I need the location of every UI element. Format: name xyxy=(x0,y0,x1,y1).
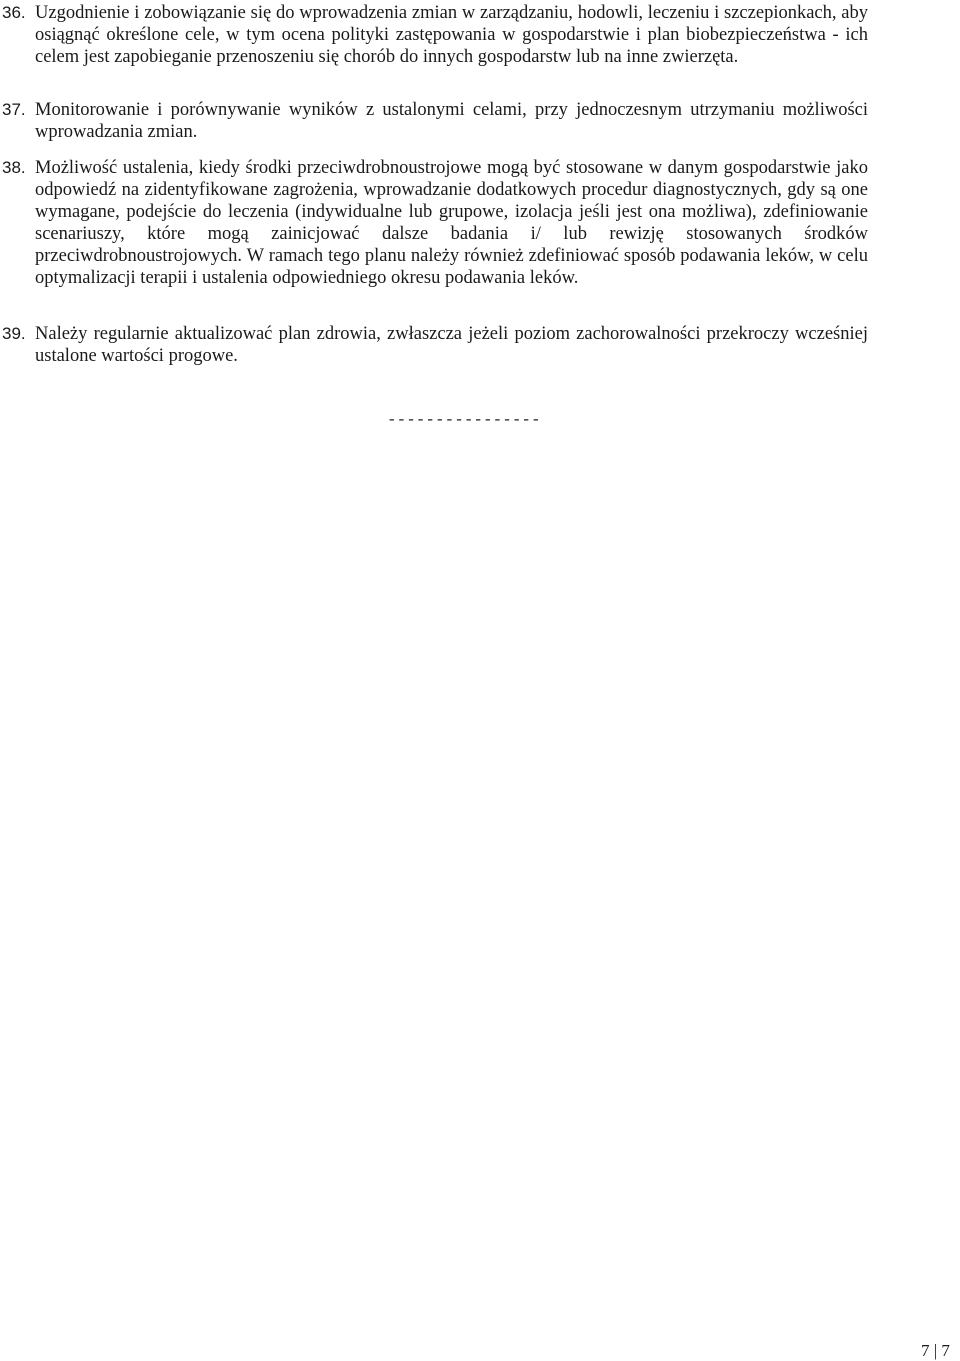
item-number: 38. xyxy=(2,158,26,177)
end-separator: ---------------- xyxy=(387,411,541,429)
item-text: Możliwość ustalenia, kiedy środki przeciwdrobnoustrojowe mogą być stosowane w danym gospodarstwie jako odpowiedź na zidentyfikowane zagrożenia, wprowadzanie dodatkowych procedur diagnostycznych, gdy są one wymagane, podejście do leczenia (indywidualne lub grupowe, izolacja jeśli jest ona możliwa), zdefiniowanie scenariuszy, które mogą zainicjować dalsze badania i/ lub rewizję stosowanych środków przeciwdrobnoustrojowych. W ramach tego planu należy również zdefiniować sposób podawania leków, w celu optymalizacji terapii i ustalenia odpowiedniego okresu podawania leków. xyxy=(35,158,868,288)
list-item-38 xyxy=(0,157,868,313)
list-item-37 xyxy=(0,99,868,145)
list-item-39 xyxy=(0,323,868,369)
item-number: 37. xyxy=(2,100,26,119)
item-number: 36. xyxy=(2,3,26,22)
item-text: Należy regularnie aktualizować plan zdrowia, zwłaszcza jeżeli poziom zachorowalności przekroczy wcześniej ustalone wartości progowe. xyxy=(35,324,868,366)
item-number: 39. xyxy=(2,324,26,343)
item-text: Uzgodnienie i zobowiązanie się do wprowadzenia zmian w zarządzaniu, hodowli, leczeniu i szczepionkach, aby osiągnąć określone cele, w tym ocena polityki zastępowania w gospodarstwie i plan biobezpieczeństwa - ich celem jest zapobieganie przenoszeniu się chorób do innych gospodarstw lub na inne zwierzęta. xyxy=(35,3,868,67)
list-item-36 xyxy=(0,2,868,90)
item-text: Monitorowanie i porównywanie wyników z ustalonymi celami, przy jednoczesnym utrzymaniu możliwości wprowadzania zmian. xyxy=(35,100,868,142)
page-number: 7 | 7 xyxy=(921,1341,950,1360)
